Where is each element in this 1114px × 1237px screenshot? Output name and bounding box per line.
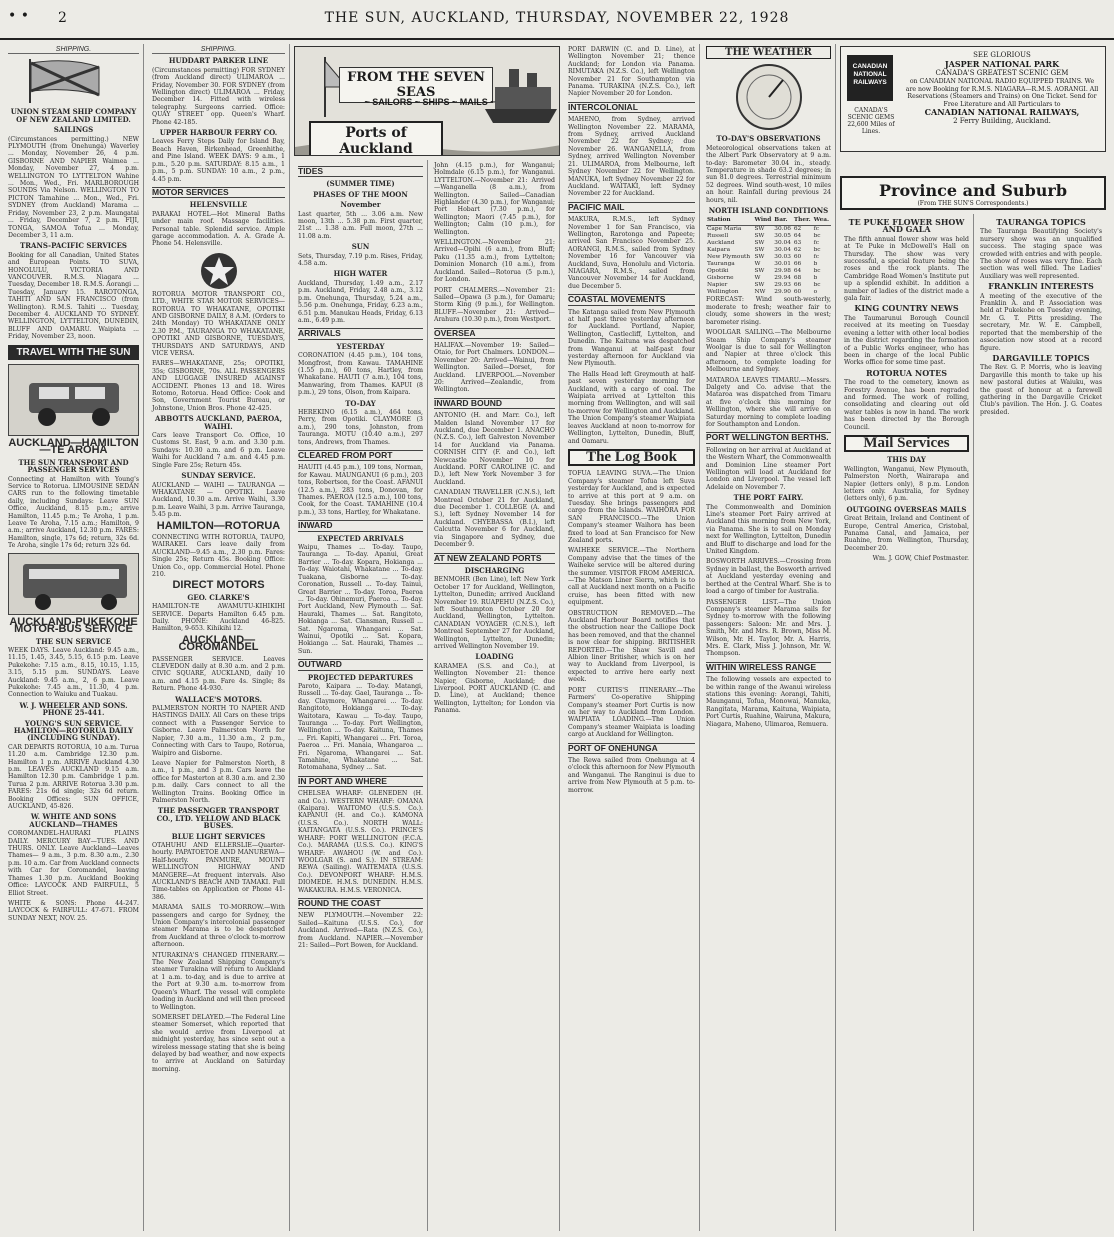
table-row [706, 289, 831, 296]
table-cell: SW [754, 233, 765, 240]
ad-text: on CANADIAN NATIONAL RADIO EQUIPPED TRAINS. We are now Booking for R.M.S. NIAGARA—R.M.S. AORANGI. All Reservations (Steamers and Trains) on One Ticket. Send for Free Literature and All Particulars to [905, 78, 1099, 108]
column-shipping-2 [148, 44, 290, 1231]
somerset-text: SOMERSET DELAYED.—The Federal Line steamer Somerset, which reported that she would arrive from Liverpool at midnight yesterday, has since sent out a wireless message stating that she is being delayed by bad weather, and now expects to arrive at Auckland on Saturday morning. [152, 1013, 285, 1073]
marama-sails-text: MARAMA SAILS TO-MORROW.—With passengers and cargo for Sydney, the Union Company's intercolonial passenger steamer Marama is to be despatched from Auckland at three o'clock to-morrow afternoon. [152, 904, 285, 949]
nturakina-text: NTURAKINA'S CHANGED ITINERARY.—The New Zealand Shipping Company's steamer Turakina will return to Auckland at 1 a.m. to-day, and is due to arrive at the Port at 9.30 a.m. to-morrow from Queen's Wharf. The vessel will complete loading in Auckland and will then proceed to Wellington. [152, 951, 285, 1011]
sun-heading: SUN [351, 242, 370, 252]
table-cell: b [813, 275, 818, 282]
in-port-heading: IN PORT AND WHERE [298, 776, 423, 787]
helensville-text: PARAKAI HOTEL—Hot Mineral Baths under main roof. Massage facilities. Personal table. Splendid service. Ample garage accommodation. A. A. Grade A. Phone 54. Helensville. [152, 210, 285, 248]
passenger-list-text: PASSENGER LIST.—The Union Company's steamer Marama sails for Sydney to-morrow with the following passengers: Saloon: Mr. and Mrs. J. Smith, Mr. and Mrs. R. Brown, Miss M. Wilson, Mr. H. Taylor, Mr. A. Harris, Mrs. E. Clark, Miss J. Johnson, Mr. W. Thompson. [706, 598, 831, 658]
blue-light-heading: BLUE LIGHT SERVICES [171, 831, 266, 841]
table-row [706, 275, 831, 282]
round-coast-text: NEW PLYMOUTH.—November 22: Sailed—Kaituna (U.S.S. Co.), for Auckland. Arrived—Rata (N.Z.S. Co.), from Auckland. NAPIER.—November 21: Sailed—Port Bowen, for Auckland. [298, 912, 423, 949]
arrivals-heading: ARRIVALS [298, 328, 423, 339]
table-cell: SW [754, 226, 765, 233]
column-header: SHIPPING. [8, 46, 139, 54]
pukekohe-sub: THE SUN SERVICE [35, 636, 112, 646]
log-text-1: TOFUA LEAVING SUVA.—The Union Company's steamer Tofua left Suva yesterday for Auckland, and is expected to arrive at this port at 9 a.m. on Tuesday. She brings passengers and cargo from the Islands. WAIHORA FOR SAN FRANCISCO.—The Union Company's steamer Waihora has been fixed to load at San Francisco for New Zealand ports. [568, 470, 695, 544]
forecast-text: FORECAST: Wind south-westerly, moderate to fresh; weather fair to cloudy, some showers in the west; barometer rising. [706, 296, 831, 326]
outgoing-mails-text: Great Britain, Ireland and Continent of Europe, Central America, Cristobal, Panama Canal, and Jamaica, per Ruahine, from Wellington, Thursday, December 20. [844, 515, 969, 552]
table-row [706, 247, 831, 254]
thames-ad: W. WHITE AND SONS AUCKLAND—THAMES [29, 812, 118, 829]
table-cell: 29.93 [774, 282, 791, 289]
table-header: Ther. [793, 216, 813, 226]
expected-arrivals-heading: EXPECTED ARRIVALS [317, 533, 404, 543]
province-and-suburb-header [840, 176, 1106, 210]
today-text: HEREKINO (6.15 a.m.), 464 tons, Perry, from Opotiki. CLAYMORE (3 a.m.), 290 tons, Johnston, from Tauranga. MOTU (10.40 a.m.), 297 tons, Andrews, from Thames. [298, 408, 423, 446]
table-cell: Auckland [707, 240, 735, 247]
passenger-transport-ad: THE PASSENGER TRANSPORT CO., LTD. YELLOW AND BLACK BUSES. [156, 806, 281, 831]
hamilton-rotorua-text: CONNECTING WITH ROTORUA, TAUPO, WAIRAKEI. Cars leave daily from AUCKLAND—9.45 a.m., 2.30 p.m. Fares: Single 25s; Return 45s. Booking Office: Union Co., opp. Commercial Hotel. Phone 210. [152, 533, 285, 578]
helensville-heading: HELENSVILLE [189, 200, 248, 210]
oversea-text: HALIFAX.—November 19: Sailed—Otaio, for Port Chalmers. LONDON.—November 20: Arrived—Wainui, from Wellington. Sailed—Dorset, for Auckland. LIVERPOOL.—November 20: Arrived—Zealandic, from Wellington. [434, 341, 555, 394]
inward-bound-heading: INWARD BOUND [434, 398, 555, 409]
table-cell: 66 [793, 261, 802, 268]
direct-motors-heading: DIRECT MOTORS [172, 579, 265, 592]
clarke-text: HAMILTON-TE AWAMUTU-KIHIKIHI SERVICE. Departs Hamilton 6.45 p.m. Daily. PHONE: Auckland 46-825. Hamilton, 9-653. Kihikihi 12. [152, 603, 285, 633]
conditions-heading: NORTH ISLAND CONDITIONS [708, 206, 829, 216]
huddart-text: (Circumstances permitting) FOR SYDNEY (from Auckland direct) ULIMAROA ... Friday, November 30. FOR SYDNEY (from Wellington direct) ULIMAROA ... Friday, December 14. Fitted with wireless telegraphy. Surgeons carried. Office: QUAY STREET opp. Queen's Wharf. Phone 42-185. [152, 66, 285, 126]
cleared-text: HAUITI (4.45 p.m.), 109 tons, Norman, for Kawau. MAUNGANUI (6 p.m.), 203 tons, Robertson, for the Coast. AFANUI (12.5 a.m.), 283 tons, Donovan, for Thames. PAEROA (12.5 a.m.), 100 tons, Cook, for the Coast. TAMAHINE (10.4 p.m.), 33 tons, Hartley, for Whakatane. [298, 464, 423, 516]
projected-departures-heading: PROJECTED DEPARTURES [307, 672, 414, 682]
sailings-heading: SAILINGS [53, 125, 94, 135]
union-flag-illustration [9, 57, 139, 105]
table-row [706, 282, 831, 289]
table-cell: 29.98 [774, 268, 791, 275]
dargaville-text: The Rev. G. P. Morris, who is leaving Dargaville this month to take up his new pastoral duties at Waiuku, was the guest of honour at a farewell gathering in the Dargaville Cricket Club's pavilion. The Hon. J. G. Coates presided. [980, 364, 1102, 416]
te-puke-text: The fifth annual flower show was held at Te Puke in McDowell's Hall on Thursday. The show was very successful, a special feature being the roses and the rock plants. The Cambridge Road Women's Institute put up a splendid exhibit. In addition a number of ladies of the district made a gala fair. [844, 235, 969, 303]
coastal-text: The Katanga sailed from New Plymouth at half past three yesterday afternoon for Auckland. Portland, Napier, Wellington, Castlecliff, Lyttelton, and Dunedin. The Kaituna was despatched from Wanganui at half-past four yesterday afternoon for Auckland via New Plymouth. [568, 308, 695, 368]
ferry-text: Leaves Ferry Steps Daily for Island Bay, Beach Haven, Birkenhead, Greenhithe, and Pine Island. WEEK DAYS: 9 a.m., 1 p.m., 5.20 p.m. SATURDAY: 8.15 a.m., 1 p.m., 5 p.m. SUNDAY: 10 a.m., 2 p.m., 4.45 p.m. [152, 138, 285, 183]
mail-text: Wellington, Wanganui, New Plymouth, Palmerston North, Wairarapa and Napier (letters only), 8 p.m. London letters only. Australia, for Sydney (letters only), 6 p.m. [844, 465, 969, 503]
auckland-te-aroha-ad: AUCKLAND—HAMILTON—TE AROHA [8, 437, 139, 457]
wireless-range-heading: WITHIN WIRELESS RANGE [706, 662, 831, 673]
log-book-title: The Log Book [568, 449, 695, 466]
auckland-ad-sub: THE SUN TRANSPORT AND PASSENGER SERVICES [18, 457, 129, 475]
high-water-text: Auckland, Thursday, 1.49 a.m., 2.17 p.m. Auckland, Friday, 2.48 a.m., 3.12 p.m. Onehunga, Thursday, 5.24 a.m., 5.56 p.m. Onehunga, Friday, 6.23 a.m., 6.51 p.m. Manukau Heads, Friday, 6.13 a.m., 6.49 p.m. [298, 279, 423, 324]
hamilton-rotorua-ad: HAMILTON—ROTORUA [156, 519, 281, 532]
ad-body [905, 51, 1099, 126]
column-header: SHIPPING. [152, 46, 285, 54]
table-cell: 62 [793, 226, 802, 233]
abbotts-text: Cars leave Transport Co. Office, 10 Customs St. East, 9 a.m. and 3.30 p.m. Sundays: 10.30 a.m. and 6 p.m. Leave Waihi for Auckland 7 a.m. and 4.45 p.m. Single Fare 25s; Return 45s. [152, 432, 285, 469]
column-ports [294, 160, 428, 1231]
intercolonial-text: MAHENO, from Sydney, arrived Wellington November 22. MARAMA, from Sydney, arrived Auckland November 22 for Sydney; due November 26. WANGANELLA, from Sydney, arrived Wellington November 21. ULIMAROA, from Melbourne, left Sydney November 22 for Wellington. MANUKA, left Sydney November 22 for Auckland. WAITAKI, left Sydney November 22 for Auckland. [568, 116, 695, 198]
table-cell: 68 [793, 275, 802, 282]
table-header: Wea. [813, 216, 831, 226]
huddart-parker-ad: HUDDART PARKER LINE [168, 56, 269, 66]
pukekohe-bus-ad: AUCKLAND-PUKEKOHE MOTOR-BUS SERVICE [9, 615, 138, 636]
round-coast-heading: ROUND THE COAST [298, 898, 423, 909]
auckland-ad-text: Connecting at Hamilton with Young's Service to Rotorua. LIMOUSINE SEDAN CARS run to the following timetable daily, including Sundays: Leave SUN Office, Auckland, 8.15 p.m.; arrive Hamilton, 11.45 p.m.; Te Aroha, 1 p.m. Leave Te Aroha, 7.15 a.m.; Hamilton, 9 a.m.; arrive Auckland, 12.30 p.m. FARES: Hamilton, single, 17s 6d; return, 32s 6d. Te Aroha, single 17s 6d; return 32s 6d. [8, 475, 139, 550]
table-cell: 30.06 [774, 226, 791, 233]
table-cell: NW [754, 289, 766, 296]
bosworth-text: BOSWORTH ARRIVES.—Crossing from Sydney in ballast, the Bosworth arrived at Auckland yesterday evening and berthed at the Central Wharf. She is to load a cargo of timber for Australia. [706, 558, 831, 596]
high-water-heading: HIGH WATER [333, 269, 388, 279]
mail-services-title: Mail Services [844, 435, 969, 452]
wallace-text: PALMERSTON NORTH TO NAPIER AND HASTINGS DAILY. All Cars on these trips connect with a Passenger Service to Gisborne. Leave Palmerston North for Napier, 7.30 a.m., 11.30 a.m., 2 p.m., Connecting with Cars to Taupo, Rotorua, Waipiro and Gisborne. [152, 705, 285, 757]
column-provincial-left [840, 214, 974, 1231]
today-heading: TO-DAY [345, 398, 376, 408]
weather-title: THE WEATHER [706, 46, 831, 59]
table-cell: 64 [793, 233, 802, 240]
tauranga-text: The Tauranga Beautifying Society's nursery show was an unqualified success. The staging space was crowded with entries and with people. The show of roses was very fine. Each section was well filled. The Ladies' Auxiliary was well represented. [980, 228, 1102, 280]
coastal-text-2: The Halls Head left Greymouth at half-past seven yesterday morning for Auckland, with a cargo of coal. The Waipiata arrived at Lyttelton this morning from Wellington, and will sail to-morrow for Wellington and Auckland. The Union Company's steamer Waipiata leaves Auckland at noon to-morrow for Wellington, Lyttelton, Dunedin, Bluff, and Oamaru. [568, 370, 695, 445]
column-weather [702, 44, 836, 1231]
pacific-mail-text: MAKURA, R.M.S., left Sydney November 1 for San Francisco, via Wellington, Rarotonga and Papeete; arrived San Francisco November 25. AORANGI, R.M.S., sailed from Sydney November 16 for Vancouver via Auckland, Suva, Honolulu and Victoria. NIAGARA, R.M.S., sailed from Vancouver November 14 for Auckland, due December 5. [568, 216, 695, 290]
table-header: Wind [753, 216, 773, 226]
barometer-illustration [707, 62, 831, 132]
yesterday-heading: YESTERDAY [336, 341, 385, 351]
table-cell: Kaipara [707, 247, 731, 254]
dargaville-heading: DARGAVILLE TOPICS [992, 352, 1090, 363]
travel-with-sun-banner: TRAVEL WITH THE SUN [8, 345, 139, 360]
table-cell: 66 [793, 282, 802, 289]
table-cell: b [813, 261, 818, 268]
outgoing-mails-heading: OUTGOING OVERSEAS MAILS [846, 504, 967, 514]
abbotts-ad: ABBOTTS AUCKLAND, PAEROA, WAIHI. [154, 414, 283, 431]
table-cell: SW [754, 240, 765, 247]
table-cell: Wellington [707, 289, 739, 296]
rotorua-motor-ad: ROTORUA MOTOR TRANSPORT CO., LTD., WHITE STAR MOTOR SERVICES—ROTORUA TO WHAKATANE, OPOTIKI AND GISBORNE DAILY, 8 A.M. (Orders to 24th Monday) TO WHAKATANE ONLY 2.30 P.M., TAURANGA TO WHAKATANE, OPOTIKI AND GISBORNE, TUESDAYS, THURSDAYS AND SATURDAYS, AND VICE VERSA. [152, 290, 285, 357]
table-row [706, 240, 831, 247]
inward-heading: INWARD [298, 520, 423, 531]
page-number: 2 [58, 10, 67, 26]
postmaster-signature: Wm. J. GOW, Chief Postmaster. [872, 555, 969, 563]
canadian-national-ad [840, 46, 1106, 152]
port-wellington-text: Following on her arrival at Auckland at the Western Wharf, the Commonwealth and Dominion Line steamer Port Wellington will load at Auckland for London and Liverpool. The vessel left Adelaide on November 7. [706, 446, 831, 491]
table-header: Station [706, 216, 753, 226]
projected-departures-text: Paroto, Kaipara ... To-day. Matangi, Russell ... To-day. Gael, Tauranga ... To-day. Claymore, Whangarei ... To-day. Rangitoto, Hokianga ... To-day. Waitotara, Kawau ... To-day. Taupo, Tauranga ... To-day. Port Wellington, Wellington ... To-day. Kaituna, Thames ... Fri. Kapiti, Whangarei ... Fri. Toroa, Paeroa ... Fri. Manaia, Whangaroa ... Fri. Ngaroma, Whangarei ... Sat. Tamahine, Whakatane ... Sat. Rotomahana, Sydney ... Sat. [298, 682, 423, 772]
port-fairy-text: The Commonwealth and Dominion Line's steamer Port Fairy arrived at Auckland this morning from New York, via Panama. She is to sail on Monday next for Wellington, Lyttelton, Dunedin and Bluff to discharge and load for the United Kingdom. [706, 503, 831, 556]
observations-heading: TO-DAY'S OBSERVATIONS [716, 134, 821, 144]
page-title: THE SUN, AUCKLAND, THURSDAY, NOVEMBER 22, 1928 [324, 10, 790, 26]
seven-seas-title: FROM THE SEVEN SEAS [339, 67, 493, 103]
port-wellington-heading: PORT WELLINGTON BERTHS. [706, 432, 831, 443]
table-cell: Russell [707, 233, 729, 240]
sunday-service-heading: SUNDAY SERVICE. [181, 471, 256, 481]
table-row [706, 233, 831, 240]
table-row [706, 261, 831, 268]
ad-address: 2 Ferry Building, Auckland. [953, 117, 1051, 126]
mataroa-text: MATAROA LEAVES TIMARU.—Messrs. Dalgety and Co. advise that the Mataroa was dispatched from Timaru at five o'clock this morning for Wellington, where she will arrive on Saturday morning to complete loading for Southampton and London. [706, 376, 831, 428]
upper-harbour-ferry-ad: UPPER HARBOUR FERRY CO. [159, 128, 278, 138]
table-cell: o [813, 289, 818, 296]
canadian-national-logo: CANADIAN NATIONAL RAILWAYS [847, 55, 893, 101]
pukekohe-text: WEEK DAYS. Leave Auckland: 9.45 a.m., 11.15, 1.45, 3.45, 5.15, 6.15 p.m. Leave Pukekohe: 7.15 a.m., 8.15, 10.15, 1.15, 3.15, 5.15 p.m. SUNDAYS. Leave Auckland: 9.45 a.m., 2, 6 p.m. Leave Pukekohe: 7.45 a.m., 11.30, 4 p.m. Connection to Waiuku and Tuakau. [8, 646, 139, 699]
overseas-text-3: PORT CHALMERS.—November 21: Sailed—Opawa (3 p.m.), for Oamaru; Storm King (9 p.m.), for Wellington. BLUFF.—November 21: Arrived—Arahura (10.30 p.m.), from Westport. [434, 286, 555, 324]
table-cell: SW [754, 268, 765, 275]
conditions-table [706, 216, 831, 296]
log-text-4: PORT CURTIS'S ITINERARY.—The Farmers' Co-operative Shipping Company's steamer Port Curtis is now on her way to Auckland from London. WAIPIATA LOADING.—The Union Company's steamer Waipiata is loading cargo at Auckland for Wellington. [568, 686, 695, 739]
wireless-text: The following vessels are expected to be within range of the Awanui wireless stations this evening: Aorangi, Tahiti, Maunganui, Tofua, Monowai, Manuka, Rangitata, Marama, Kaituna, Waipiata, Port Curtis, Ruahine, Wairuna, Makura, Niagara, Maheno, Ulimaroa, Remuera. [706, 676, 831, 728]
blue-light-text: OTAHUHU AND ELLERSLIE—Quarter-hourly. PAPATOETOE AND MANUREWA—Half-hourly. PANMURE, MOUNT WELLINGTON HIGHWAY AND MANGERE—At frequent intervals. Also AUCKLAND'S BEACH AND TAMAKI. Full Time-tables on Application or Phone 41-386. [152, 841, 285, 901]
coromandel-ad: AUCKLAND—COROMANDEL [178, 633, 259, 654]
cleared-heading: CLEARED FROM PORT [298, 450, 423, 461]
table-cell: 30.04 [774, 240, 791, 247]
thames-text: COROMANDEL-HAURAKI PLAINS DAILY. MERCURY BAY—TUES. AND THURS. ONLY. Leave Auckland—Leaves Thames— 9 a.m., 3 p.m. 8.30 a.m., 2.30 p.m. 10 a.m. Car from Auckland connects with Car for Coromandel, leaving Thames 1.30 p.m. Auckland Booking Office: LAYCOCK AND FAIRFULL, 5 Elliot Street. [8, 830, 139, 897]
franklin-text: A meeting of the executive of the Franklin A. and P. Association was held at Pukekohe on Tuesday evening, Mr. G. T. Pitts presiding. The secretary, Mr. W. E. Campbell, reported that the membership of the association now stood at a record figure. [980, 292, 1102, 352]
loading-heading: LOADING [475, 652, 514, 662]
table-cell: 30.01 [774, 261, 791, 268]
rotorua-notes-text: The road to the cemetery, known as Forestry Avenue, has been regraded and formed. The work of rolling, consolidating and clearing out old water tables is now in hand. The work has been directed by the Borough Council. [844, 379, 969, 431]
tides-heading: TIDES [298, 166, 423, 177]
table-cell: 29.94 [774, 275, 791, 282]
te-puke-heading: TE PUKE FLOWER SHOW AND GALA [848, 217, 965, 235]
table-header: Bar. [773, 216, 793, 226]
trans-pacific-text: Booking for all Canadian, United States and European Points. TO SUVA, HONOLULU, VICTORIA AND VANCOUVER. R.M.S. Niagara ... Tuesday, December 18. R.M.S. Aorangi ... Tuesday, January 15. RAROTONGA, TAHITI AND SAN FRANCISCO (from Wellington). R.M.S. Tahiti ... Tuesday, December 4. AUCKLAND TO SYDNEY. WELLINGTON, LYTTELTON, DUNEDIN, BLUFF AND OAMARU. Waipiata ... Friday, November 23, noon. [8, 251, 139, 341]
table-cell: Tauranga [707, 261, 735, 268]
sailors-ships-mails: ~ SAILORS ~ SHIPS ~ MAILS ~ [364, 97, 496, 107]
discharging-heading: DISCHARGING [464, 565, 525, 575]
table-cell: 64 [793, 268, 802, 275]
phases-heading: PHASES OF THE MOON [313, 189, 408, 199]
column-intercolonial [564, 44, 700, 1231]
table-cell: SW [754, 254, 765, 261]
wallace-text-2: Leave Napier for Palmerston North, 8 a.m., 1 p.m., and 3 p.m. Cars leave the office for Masterton at 8.30 a.m. and 2.30 p.m. daily. Cars connect to all the Wellington Trains. Booking Office in Palmerston North. [152, 759, 285, 804]
clarke-ad: GEO. CLARKE'S [187, 592, 250, 602]
trans-pacific-heading: TRANS-PACIFIC SERVICES [20, 241, 127, 251]
port-fairy-heading: THE PORT FAIRY. [733, 493, 804, 503]
table-cell: bc [813, 268, 821, 275]
table-row [706, 254, 831, 261]
motor-bus-illustration [8, 553, 139, 615]
weather-text: Meteorological observations taken at the Albert Park Observatory at 9 a.m. to-day: Barometer 30.04 in., steady. Temperature in shade 63.2 degrees; in sun 81.0 degrees. Terrestrial minimum 52 degrees. Wind south-west, 10 miles an hour. Rainfall during previous 24 hours, nil. [706, 144, 831, 204]
table-cell: Gisborne [707, 275, 734, 282]
table-cell: Cape Maria [707, 226, 742, 233]
table-cell: 63 [793, 240, 802, 247]
port-of-onehunga-heading: PORT OF ONEHUNGA [568, 743, 695, 754]
table-cell: bc [813, 247, 821, 254]
loading-text: KARAMEA (S.S. and Co.), at Wellington November 21: thence Napier, Gisborne, Auckland; due Liverpool. PORT AUCKLAND (C. and D. Line), at Auckland; thence Wellington, Lyttelton; for London via Panama. [434, 662, 555, 715]
scenic-gems-text: CANADA'S SCENIC GEMS 22,600 Miles of Lines. [847, 107, 895, 135]
white-star-icon [154, 251, 284, 291]
inward-bound-text-2: CANADIAN TRAVELLER (C.N.S.), left Montreal October 21 for Auckland, due December 1. COLLEGE (A. and S.), left Sydney November 14 for Auckland. CHYEBASSA (B.I.), left Calcutta November 6 for Auckland, via Singapore and Sydney, due December 9. [434, 489, 555, 549]
table-row [706, 268, 831, 275]
franklin-heading: FRANKLIN INTERESTS [988, 281, 1094, 292]
this-day-heading: THIS DAY [887, 455, 926, 465]
province-title: Province and Suburb [878, 181, 1067, 200]
youngs-text: CAR DEPARTS ROTORUA, 10 a.m. Turua 11.20 a.m. Cambridge 12.30 p.m. Hamilton 1 p.m. ARRIVE Auckland 4.30 p.m. LEAVES AUCKLAND 9.15 a.m. Hamilton 12.30 p.m. Cambridge 1 p.m. Turua 2 p.m. ARRIVE Rotorua 3.30 p.m. FARES: 21s 6d single; 32s 6d return. Booking Offices: SUN OFFICE, AUCKLAND, 45-826. [8, 743, 139, 811]
table-cell: fc [813, 254, 819, 261]
table-cell: W [754, 275, 761, 282]
port-darwin-text: PORT DARWIN (C. and D. Line), at Wellington November 21; thence Auckland; for London via Panama. RIMUTAKA (N.Z.S. Co.), left Wellington November 21 for Southampton via Panama. TURAKINA (N.Z.S. Co.), left Napier November 20 for London. [568, 46, 695, 98]
table-cell: New Plymouth [707, 254, 751, 261]
pacific-mail-heading: PACIFIC MAIL [568, 202, 695, 213]
table-cell: SW [754, 282, 765, 289]
ad-title: JASPER NATIONAL PARK [944, 59, 1060, 69]
coromandel-text: PASSENGER SERVICE. Leaves CLEVEDON daily at 8.30 a.m. and 2 p.m. CIVIC SQUARE, AUCKLAND, daily 10 a.m. and 4.15 p.m. Fare 4s. Single; 8s Return. Phone 44-930. [152, 655, 285, 693]
table-cell: Napier [707, 282, 728, 289]
corner-marks: • • [8, 8, 29, 24]
overseas-text-2: WELLINGTON.—November 21: Arrived—Opihi (6 a.m.), from Bluff; Paku (11.35 a.m.), from Lyttelton; Dominion Monarch (10 a.m.), from Auckland. Sailed—Rotorua (5 p.m.), for London. [434, 239, 555, 284]
table-cell: Opotiki [707, 268, 729, 275]
expected-arrivals-text: Waipu, Thames ... To-day. Taupo, Tauranga ... To-day. Apanui, Great Barrier ... To-day. Kopara, Hokianga ... To-day. Waiotahi, Whakatane ... To-day. Tuakana, Gisborne ... To-day. Coronation, Russell ... To-day. Tainui, Great Barrier ... To-day. Toroa, Paeroa ... To-day. Ohinemuri, Paeroa ... To-day. Port Auckland, New Plymouth ... Sat. Hauraki, Thames ... Sat. Rangitoto, Hokianga ... Sat. Clansman, Russell ... Sat. Ngaroma, Whangarei ... Sat. Wainui, Opotiki ... Sat. Kopara, Hokianga ... Sat. Hauraki, Thames ... Sun. [298, 544, 423, 655]
ad-top: SEE GLORIOUS [973, 51, 1031, 59]
overseas-text-1: John (4.15 p.m.), for Wanganui; Holmdale (6.15 p.m.), for Wanganui. LYTTELTON.—November 21: Arrived—Wanganella (8 a.m.), from Wellington. Sailed—Canadian Highlander (4.30 p.m.), for Wanganui; Port Hobart (7.30 p.m.), for Wellington; Maori (7.45 p.m.), for Wellington; Calm (10 p.m.), for Wellington. [434, 162, 555, 236]
inward-bound-text: ANTONIO (H. and Marr. Co.), left Malden Island November 17 for Auckland, due December 1. ANACHO (N.Z.S. Co.), left Galveston November 14 for Auckland via Panama. CORNISH CITY (F. and Co.), left Newcastle November 10 for Auckland. PORT CAROLINE (C. and D.), left New York November 3 for Auckland. [434, 412, 555, 486]
table-cell: bc [813, 233, 821, 240]
table-cell: W [754, 261, 761, 268]
sun-text: Sets, Thursday, 7.19 p.m. Rises, Friday, 4.58 a.m. [298, 252, 423, 268]
column-overseas [430, 160, 560, 1231]
wallace-motors-ad: WALLACE'S MOTORS. [175, 694, 262, 704]
union-company-ad: UNION STEAM SHIP COMPANY OF NEW ZEALAND LIMITED. [10, 107, 137, 124]
at-nz-ports-heading: AT NEW ZEALAND PORTS [434, 553, 555, 564]
motor-car-illustration [8, 364, 139, 436]
king-country-text: The Taumarunui Borough Council received at its meeting on Tuesday evening a letter with other local bodies in the district regarding the formation of a Public Works engineer, who has been in charge of the local Public Works office for some time past. [844, 314, 969, 367]
intercolonial-heading: INTERCOLONIAL [568, 102, 695, 113]
outward-heading: OUTWARD [298, 659, 423, 670]
rotorua-motor-text: FARES—WHAKATANE, 25s; OPOTIKI, 35s; GISBORNE, 70s. ALL PASSENGERS AND LUGGAGE INSURED AGAINST ACCIDENT. Phones 13 and 18. Wires Rotomo, Rotorua. Head Office: Cook and Son, Government Tourist Bureau, or Johnstone, Union Bros. Phone 42-425. [152, 360, 285, 412]
table-cell: bc [813, 282, 821, 289]
table-cell: fc [813, 226, 819, 233]
rotorua-notes-heading: ROTORUA NOTES [865, 367, 948, 378]
coastal-movements-heading: COASTAL MOVEMENTS [568, 294, 695, 305]
ad-sub: CANADA'S GREATEST SCENIC GEM [935, 69, 1069, 77]
table-row [706, 226, 831, 234]
wheeler-ad: W. J. WHEELER AND SONS. PHONE 25-441. [19, 700, 128, 718]
province-sub: (From THE SUN'S Correspondents.) [917, 200, 1029, 207]
column-shipping-1 [4, 44, 144, 1231]
sailings-text: (Circumstances permitting.) NEW PLYMOUTH (from Onehunga) Waverley ... Monday, November 26, 4 p.m. GISBORNE AND NAPIER Waimea ... Monday, November 27, 4 p.m. WELLINGTON TO LYTTELTON Wahine ... Mon., Wed., Fri. MARLBOROUGH SOUNDS Via Nelson. WELLINGTON TO PICTON Tamahine ... Mon., Wed., Fri. SYDNEY (from Auckland) Marama ... Friday, November 23, 2 p.m. Maungatai ... Friday, December 7, 2 p.m. FIJI, TONGA, SAMOA Tofua ... Monday, December 3, 11 a.m. [8, 135, 139, 239]
sunday-service-text: AUCKLAND — WAIHI — TAURANGA — WHAKATANE — OPOTIKI. Leave Auckland, 10.30 a.m. Arrive Waihi, 3.30 p.m. Leave Waihi, 3 p.m. Arrive Tauranga, 5.45 p.m. [152, 481, 285, 519]
table-cell: 60 [793, 254, 802, 261]
table-cell: 30.03 [774, 254, 791, 261]
masthead [0, 0, 1114, 40]
woolgar-text: WOOLGAR SAILING.—The Melbourne Steam Ship Company's steamer Woolgar is due to sail for Wellington and Napier at three o'clock this afternoon, to complete loading for Melbourne and Sydney. [706, 329, 831, 374]
ports-of-auckland-title: Ports of Auckland [309, 121, 443, 156]
youngs-ad: YOUNG'S SUN SERVICE. HAMILTON—ROTORUA DAILY (INCLUDING SUNDAY). [13, 718, 134, 743]
column-footer: WHITE & SONS: Phone 44-247. LAYCOCK & FAIRFULL: 47-671. FROM SUNDAY NEXT, NOV. 25. [8, 899, 139, 922]
king-country-heading: KING COUNTRY NEWS [854, 303, 959, 314]
table-cell: 30.05 [774, 233, 791, 240]
phases-text: Last quarter, 5th ... 3.06 a.m. New moon, 13th ... 5.38 p.m. First quarter, 21st ... 1.38 a.m. Full moon, 27th ... 11.08 a.m. [298, 210, 423, 240]
log-text-3: OBSTRUCTION REMOVED.—The Auckland Harbour Board notifies that the obstruction near the Calliope Dock has been removed, and that the channel is now clear for shipping. BRITISHER REPORTED.—The Shaw Savill and Albion liner Britisher, which is on her way to Auckland from Liverpool, is expected to arrive here early next week. [568, 609, 695, 684]
table-cell: 29.90 [774, 289, 791, 296]
seven-seas-banner [294, 46, 560, 156]
arrivals-text: CORONATION (4.45 p.m.), 104 tons, Mongfrost, from Kawau. TAMAHINE (1.55 p.m.), 60 tons, Hartley, from Whakatane. HAUTI (7 a.m.), 104 tons, Manwaring, from Thames. KAPUI (8 p.m.), 29 tons, Olson, from Kaipara. [298, 352, 423, 397]
motor-services-heading: MOTOR SERVICES [152, 187, 285, 198]
in-port-text: CHELSEA WHARF: GLENEDEN (H. and Co.). WESTERN WHARF: OMANA (Kaipara). WAITOMO (U.S.S. Co.). KAPANUI (H. and Co.). KAMONA (U.S.S. Co.). NORTH WALL: KAITANGATA (U.S.S. Co.). PRINCE'S WHARF: PORT WELLINGTON (F.C.A. Co.). MARAMA (U.S.S. Co.). KING'S WHARF: AWAHOU (W. and Co.). WOOLGAR (S. and S.). IN STREAM: REWA (Sailing). WAITEMATA (U.S.S. Co.). DEVONPORT WHARF: H.M.S. DIOMEDE. H.M.S. DUNEDIN. H.M.S. WAKAKURA. H.M.S. VERONICA. [298, 790, 423, 894]
table-cell: 30.04 [774, 247, 791, 254]
ad-company: CANADIAN NATIONAL RAILWAYS, [924, 107, 1080, 118]
table-cell: 60 [793, 289, 802, 296]
at-nz-ports-text: BENMOHR (Ben Line), left New York October 17 for Auckland, Wellington, Lyttelton, Dunedin; arrived Auckland November 19. RUAPEHU (N.Z.S. Co.), left Southampton October 20 for Auckland, Wellington, Lyttelton. CANADIAN VOYAGER (C.N.S.), left Montreal September 27 for Auckland, Wellington, Lyttelton, Dunedin; arrived Wellington November 19. [434, 576, 555, 650]
phases-month: November [340, 200, 381, 210]
tides-sub: (SUMMER TIME) [326, 179, 395, 189]
table-cell: fc [813, 240, 819, 247]
column-provincial-right [976, 214, 1106, 1231]
tauranga-heading: TAURANGA TOPICS [996, 217, 1086, 227]
onehunga-text: The Rewa sailed from Onehunga at 4 o'clock this afternoon for New Plymouth and Wanganui. The Ranginui is due to arrive from New Plymouth at 5 p.m. to-morrow. [568, 756, 695, 794]
oversea-heading: OVERSEA [434, 328, 555, 339]
log-text-2: WAIHEKE SERVICE.—The Northern Company advise that the times of the Waiheke service will be altered during the summer. VISITOR FROM AMERICA.—The Matson Liner Sierra, which is to call at Auckland next month on a Pacific cruise, has been fitted with new equipment. [568, 547, 695, 607]
table-cell: SW [754, 247, 765, 254]
table-cell: 62 [793, 247, 802, 254]
